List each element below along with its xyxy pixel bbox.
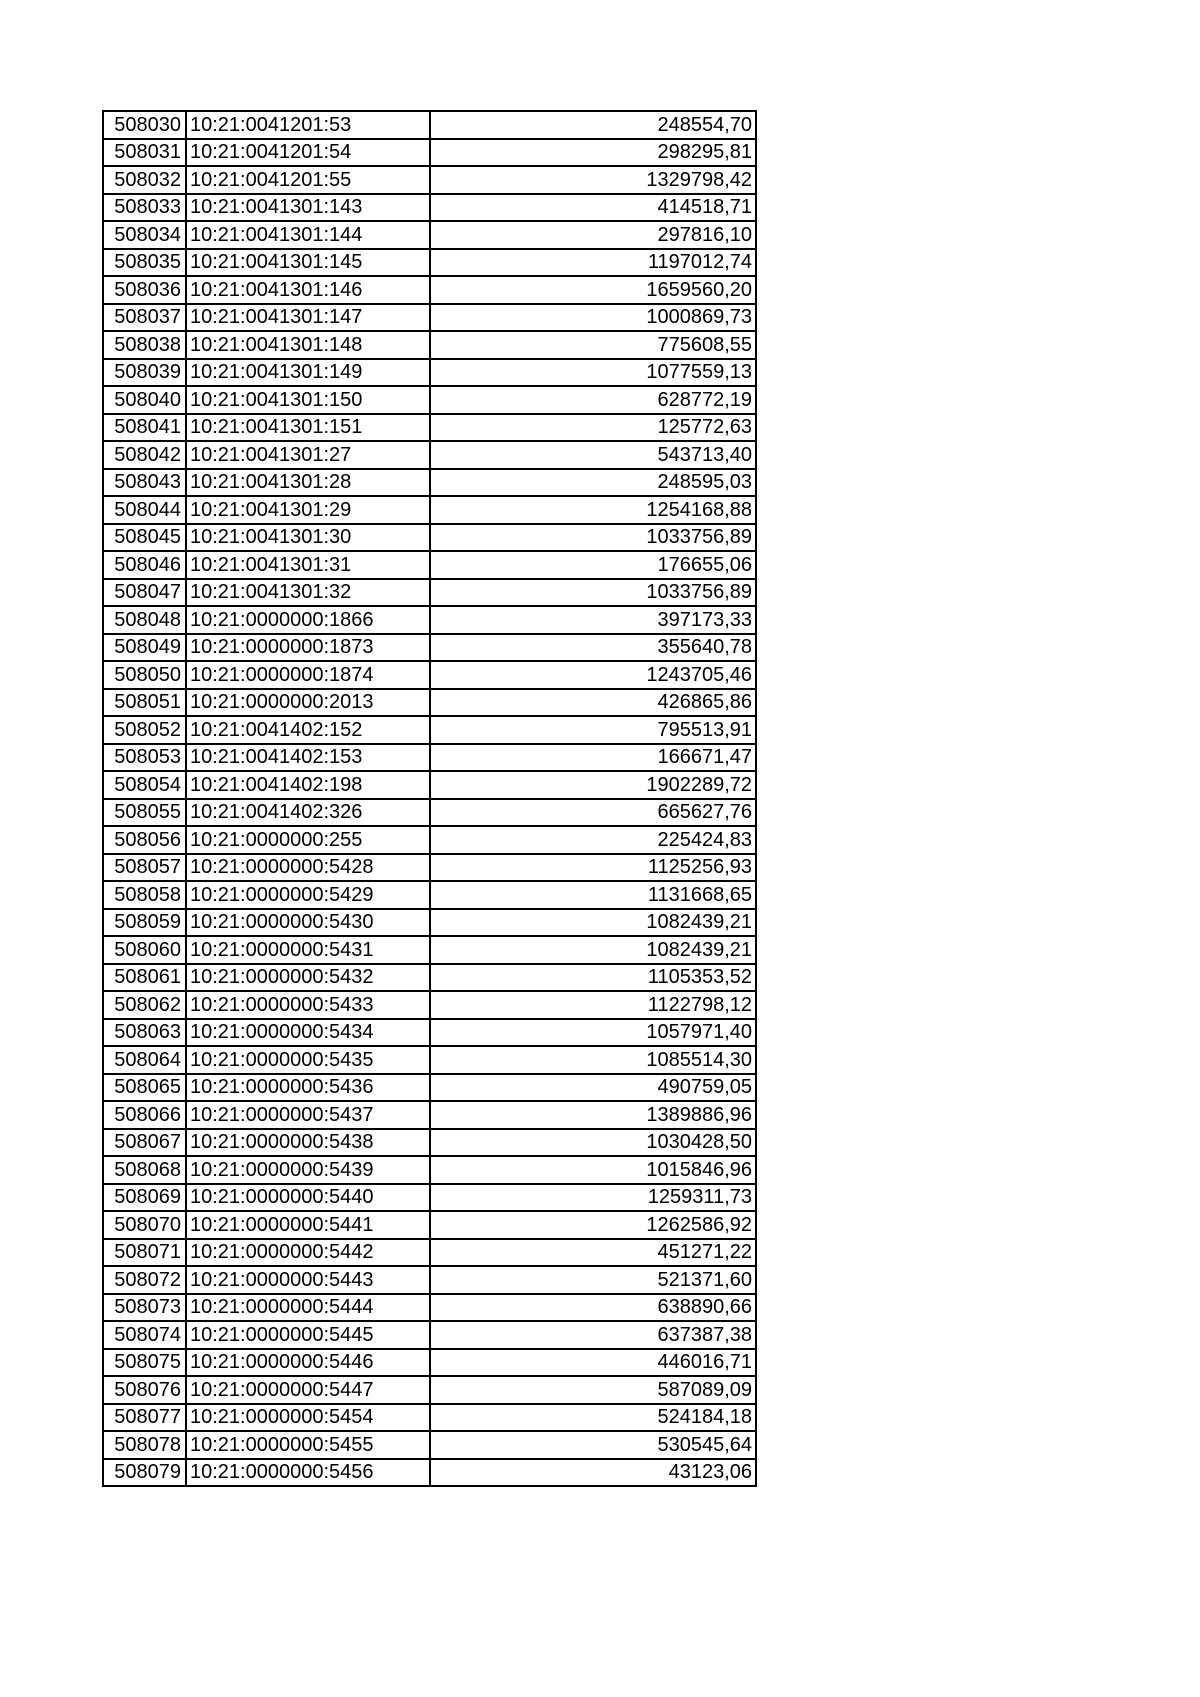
record-id-cell: 508050 (103, 661, 186, 689)
cadastral-number-cell: 10:21:0041301:144 (186, 221, 430, 249)
table-row (103, 991, 756, 1019)
table-row (103, 1349, 756, 1377)
cadastral-number-cell: 10:21:0000000:1866 (186, 606, 430, 634)
amount-cell: 125772,63 (430, 414, 756, 442)
amount-cell: 1015846,96 (430, 1156, 756, 1184)
record-id-cell: 508045 (103, 524, 186, 552)
table-row (103, 634, 756, 662)
table-row (103, 304, 756, 332)
record-id-cell: 508057 (103, 854, 186, 882)
cadastral-number-cell: 10:21:0000000:5456 (186, 1459, 430, 1487)
cadastral-number-cell: 10:21:0000000:5434 (186, 1019, 430, 1047)
cadastral-number-cell: 10:21:0041402:326 (186, 799, 430, 827)
cadastral-number-cell: 10:21:0041402:198 (186, 771, 430, 799)
table-row (103, 414, 756, 442)
cadastral-number-cell: 10:21:0000000:5444 (186, 1294, 430, 1322)
cadastral-number-cell: 10:21:0041301:146 (186, 276, 430, 304)
table-row (103, 221, 756, 249)
amount-cell: 1033756,89 (430, 579, 756, 607)
amount-cell: 248554,70 (430, 111, 756, 139)
amount-cell: 1902289,72 (430, 771, 756, 799)
cadastral-number-cell: 10:21:0000000:1874 (186, 661, 430, 689)
table-row (103, 716, 756, 744)
table-row (103, 606, 756, 634)
cadastral-number-cell: 10:21:0000000:5447 (186, 1376, 430, 1404)
record-id-cell: 508068 (103, 1156, 186, 1184)
amount-cell: 166671,47 (430, 744, 756, 772)
record-id-cell: 508074 (103, 1321, 186, 1349)
cadastral-number-cell: 10:21:0041301:148 (186, 331, 430, 359)
table-row (103, 1211, 756, 1239)
amount-cell: 1082439,21 (430, 936, 756, 964)
table-row (103, 469, 756, 497)
cadastral-number-cell: 10:21:0041301:27 (186, 441, 430, 469)
cadastral-number-cell: 10:21:0000000:5442 (186, 1239, 430, 1267)
cadastral-number-cell: 10:21:0000000:5429 (186, 881, 430, 909)
record-id-cell: 508039 (103, 359, 186, 387)
amount-cell: 1105353,52 (430, 964, 756, 992)
amount-cell: 775608,55 (430, 331, 756, 359)
record-id-cell: 508066 (103, 1101, 186, 1129)
table-row (103, 1046, 756, 1074)
table-row (103, 551, 756, 579)
amount-cell: 1082439,21 (430, 909, 756, 937)
record-id-cell: 508034 (103, 221, 186, 249)
table-row (103, 744, 756, 772)
amount-cell: 587089,09 (430, 1376, 756, 1404)
record-id-cell: 508060 (103, 936, 186, 964)
amount-cell: 397173,33 (430, 606, 756, 634)
record-id-cell: 508035 (103, 249, 186, 277)
record-id-cell: 508033 (103, 194, 186, 222)
cadastral-number-cell: 10:21:0000000:5455 (186, 1431, 430, 1459)
record-id-cell: 508055 (103, 799, 186, 827)
cadastral-number-cell: 10:21:0000000:5432 (186, 964, 430, 992)
table-row (103, 579, 756, 607)
cadastral-number-cell: 10:21:0000000:5445 (186, 1321, 430, 1349)
amount-cell: 297816,10 (430, 221, 756, 249)
record-id-cell: 508032 (103, 166, 186, 194)
record-id-cell: 508062 (103, 991, 186, 1019)
table-row (103, 1431, 756, 1459)
record-id-cell: 508043 (103, 469, 186, 497)
cadastral-number-cell: 10:21:0041402:153 (186, 744, 430, 772)
record-id-cell: 508058 (103, 881, 186, 909)
cadastral-number-cell: 10:21:0041301:30 (186, 524, 430, 552)
table-row (103, 111, 756, 139)
cadastral-number-cell: 10:21:0041301:29 (186, 496, 430, 524)
cadastral-number-cell: 10:21:0000000:5431 (186, 936, 430, 964)
cadastral-number-cell: 10:21:0000000:5428 (186, 854, 430, 882)
record-id-cell: 508036 (103, 276, 186, 304)
amount-cell: 1030428,50 (430, 1129, 756, 1157)
record-id-cell: 508063 (103, 1019, 186, 1047)
amount-cell: 638890,66 (430, 1294, 756, 1322)
record-id-cell: 508059 (103, 909, 186, 937)
table-row (103, 1404, 756, 1432)
amount-cell: 355640,78 (430, 634, 756, 662)
table-row (103, 1019, 756, 1047)
table-row (103, 524, 756, 552)
amount-cell: 1389886,96 (430, 1101, 756, 1129)
amount-cell: 1197012,74 (430, 249, 756, 277)
amount-cell: 543713,40 (430, 441, 756, 469)
record-id-cell: 508075 (103, 1349, 186, 1377)
table-row (103, 854, 756, 882)
amount-cell: 1259311,73 (430, 1184, 756, 1212)
amount-cell: 521371,60 (430, 1266, 756, 1294)
cadastral-number-cell: 10:21:0000000:5436 (186, 1074, 430, 1102)
cadastral-number-cell: 10:21:0041201:53 (186, 111, 430, 139)
amount-cell: 1262586,92 (430, 1211, 756, 1239)
table-body (103, 111, 756, 1486)
table-row (103, 1074, 756, 1102)
table-row (103, 1376, 756, 1404)
cadastral-number-cell: 10:21:0041301:28 (186, 469, 430, 497)
cadastral-number-cell: 10:21:0041301:145 (186, 249, 430, 277)
record-id-cell: 508054 (103, 771, 186, 799)
record-id-cell: 508052 (103, 716, 186, 744)
table-row (103, 1459, 756, 1487)
amount-cell: 298295,81 (430, 139, 756, 167)
record-id-cell: 508069 (103, 1184, 186, 1212)
table-row (103, 909, 756, 937)
table-row (103, 249, 756, 277)
amount-cell: 1659560,20 (430, 276, 756, 304)
amount-cell: 446016,71 (430, 1349, 756, 1377)
table-row (103, 826, 756, 854)
amount-cell: 637387,38 (430, 1321, 756, 1349)
record-id-cell: 508051 (103, 689, 186, 717)
table-row (103, 386, 756, 414)
cadastral-number-cell: 10:21:0000000:5443 (186, 1266, 430, 1294)
table-row (103, 276, 756, 304)
table-row (103, 771, 756, 799)
record-id-cell: 508078 (103, 1431, 186, 1459)
record-id-cell: 508031 (103, 139, 186, 167)
amount-cell: 1329798,42 (430, 166, 756, 194)
record-id-cell: 508061 (103, 964, 186, 992)
cadastral-number-cell: 10:21:0041301:147 (186, 304, 430, 332)
amount-cell: 1131668,65 (430, 881, 756, 909)
cadastral-number-cell: 10:21:0041301:149 (186, 359, 430, 387)
cadastral-number-cell: 10:21:0000000:5446 (186, 1349, 430, 1377)
cadastral-number-cell: 10:21:0041301:31 (186, 551, 430, 579)
amount-cell: 530545,64 (430, 1431, 756, 1459)
amount-cell: 490759,05 (430, 1074, 756, 1102)
amount-cell: 1033756,89 (430, 524, 756, 552)
record-id-cell: 508044 (103, 496, 186, 524)
amount-cell: 248595,03 (430, 469, 756, 497)
record-id-cell: 508053 (103, 744, 186, 772)
table-row (103, 1156, 756, 1184)
table-row (103, 139, 756, 167)
record-id-cell: 508056 (103, 826, 186, 854)
cadastral-number-cell: 10:21:0000000:5437 (186, 1101, 430, 1129)
cadastral-number-cell: 10:21:0041301:32 (186, 579, 430, 607)
data-table (102, 110, 757, 1487)
table-row (103, 1266, 756, 1294)
amount-cell: 795513,91 (430, 716, 756, 744)
table-row (103, 359, 756, 387)
cadastral-number-cell: 10:21:0000000:5439 (186, 1156, 430, 1184)
amount-cell: 1085514,30 (430, 1046, 756, 1074)
record-id-cell: 508064 (103, 1046, 186, 1074)
table-row (103, 689, 756, 717)
record-id-cell: 508079 (103, 1459, 186, 1487)
record-id-cell: 508065 (103, 1074, 186, 1102)
record-id-cell: 508076 (103, 1376, 186, 1404)
table-row (103, 441, 756, 469)
record-id-cell: 508070 (103, 1211, 186, 1239)
amount-cell: 225424,83 (430, 826, 756, 854)
record-id-cell: 508073 (103, 1294, 186, 1322)
table-row (103, 194, 756, 222)
table-row (103, 799, 756, 827)
cadastral-number-cell: 10:21:0000000:5435 (186, 1046, 430, 1074)
cadastral-number-cell: 10:21:0000000:5433 (186, 991, 430, 1019)
cadastral-number-cell: 10:21:0000000:1873 (186, 634, 430, 662)
cadastral-number-cell: 10:21:0041201:54 (186, 139, 430, 167)
cadastral-number-cell: 10:21:0000000:2013 (186, 689, 430, 717)
record-id-cell: 508072 (103, 1266, 186, 1294)
table-row (103, 964, 756, 992)
table-row (103, 331, 756, 359)
record-id-cell: 508049 (103, 634, 186, 662)
record-id-cell: 508047 (103, 579, 186, 607)
cadastral-number-cell: 10:21:0041301:150 (186, 386, 430, 414)
record-id-cell: 508071 (103, 1239, 186, 1267)
cadastral-number-cell: 10:21:0000000:5430 (186, 909, 430, 937)
table-row (103, 1294, 756, 1322)
table-row (103, 166, 756, 194)
cadastral-number-cell: 10:21:0000000:5454 (186, 1404, 430, 1432)
record-id-cell: 508030 (103, 111, 186, 139)
amount-cell: 1125256,93 (430, 854, 756, 882)
table-row (103, 881, 756, 909)
record-id-cell: 508038 (103, 331, 186, 359)
cadastral-number-cell: 10:21:0041402:152 (186, 716, 430, 744)
cadastral-number-cell: 10:21:0000000:5440 (186, 1184, 430, 1212)
table-row (103, 1239, 756, 1267)
amount-cell: 1254168,88 (430, 496, 756, 524)
amount-cell: 1057971,40 (430, 1019, 756, 1047)
record-id-cell: 508040 (103, 386, 186, 414)
amount-cell: 414518,71 (430, 194, 756, 222)
cadastral-number-cell: 10:21:0000000:255 (186, 826, 430, 854)
amount-cell: 1122798,12 (430, 991, 756, 1019)
record-id-cell: 508077 (103, 1404, 186, 1432)
amount-cell: 1000869,73 (430, 304, 756, 332)
record-id-cell: 508042 (103, 441, 186, 469)
cadastral-number-cell: 10:21:0041301:143 (186, 194, 430, 222)
amount-cell: 451271,22 (430, 1239, 756, 1267)
table-row (103, 1321, 756, 1349)
cadastral-number-cell: 10:21:0000000:5441 (186, 1211, 430, 1239)
amount-cell: 1077559,13 (430, 359, 756, 387)
table-row (103, 1184, 756, 1212)
record-id-cell: 508067 (103, 1129, 186, 1157)
table-row (103, 1101, 756, 1129)
record-id-cell: 508037 (103, 304, 186, 332)
amount-cell: 1243705,46 (430, 661, 756, 689)
table-row (103, 936, 756, 964)
amount-cell: 524184,18 (430, 1404, 756, 1432)
amount-cell: 628772,19 (430, 386, 756, 414)
cadastral-number-cell: 10:21:0041201:55 (186, 166, 430, 194)
amount-cell: 43123,06 (430, 1459, 756, 1487)
amount-cell: 665627,76 (430, 799, 756, 827)
table-row (103, 1129, 756, 1157)
table-row (103, 661, 756, 689)
cadastral-number-cell: 10:21:0000000:5438 (186, 1129, 430, 1157)
cadastral-number-cell: 10:21:0041301:151 (186, 414, 430, 442)
record-id-cell: 508048 (103, 606, 186, 634)
amount-cell: 426865,86 (430, 689, 756, 717)
table-row (103, 496, 756, 524)
record-id-cell: 508041 (103, 414, 186, 442)
record-id-cell: 508046 (103, 551, 186, 579)
amount-cell: 176655,06 (430, 551, 756, 579)
